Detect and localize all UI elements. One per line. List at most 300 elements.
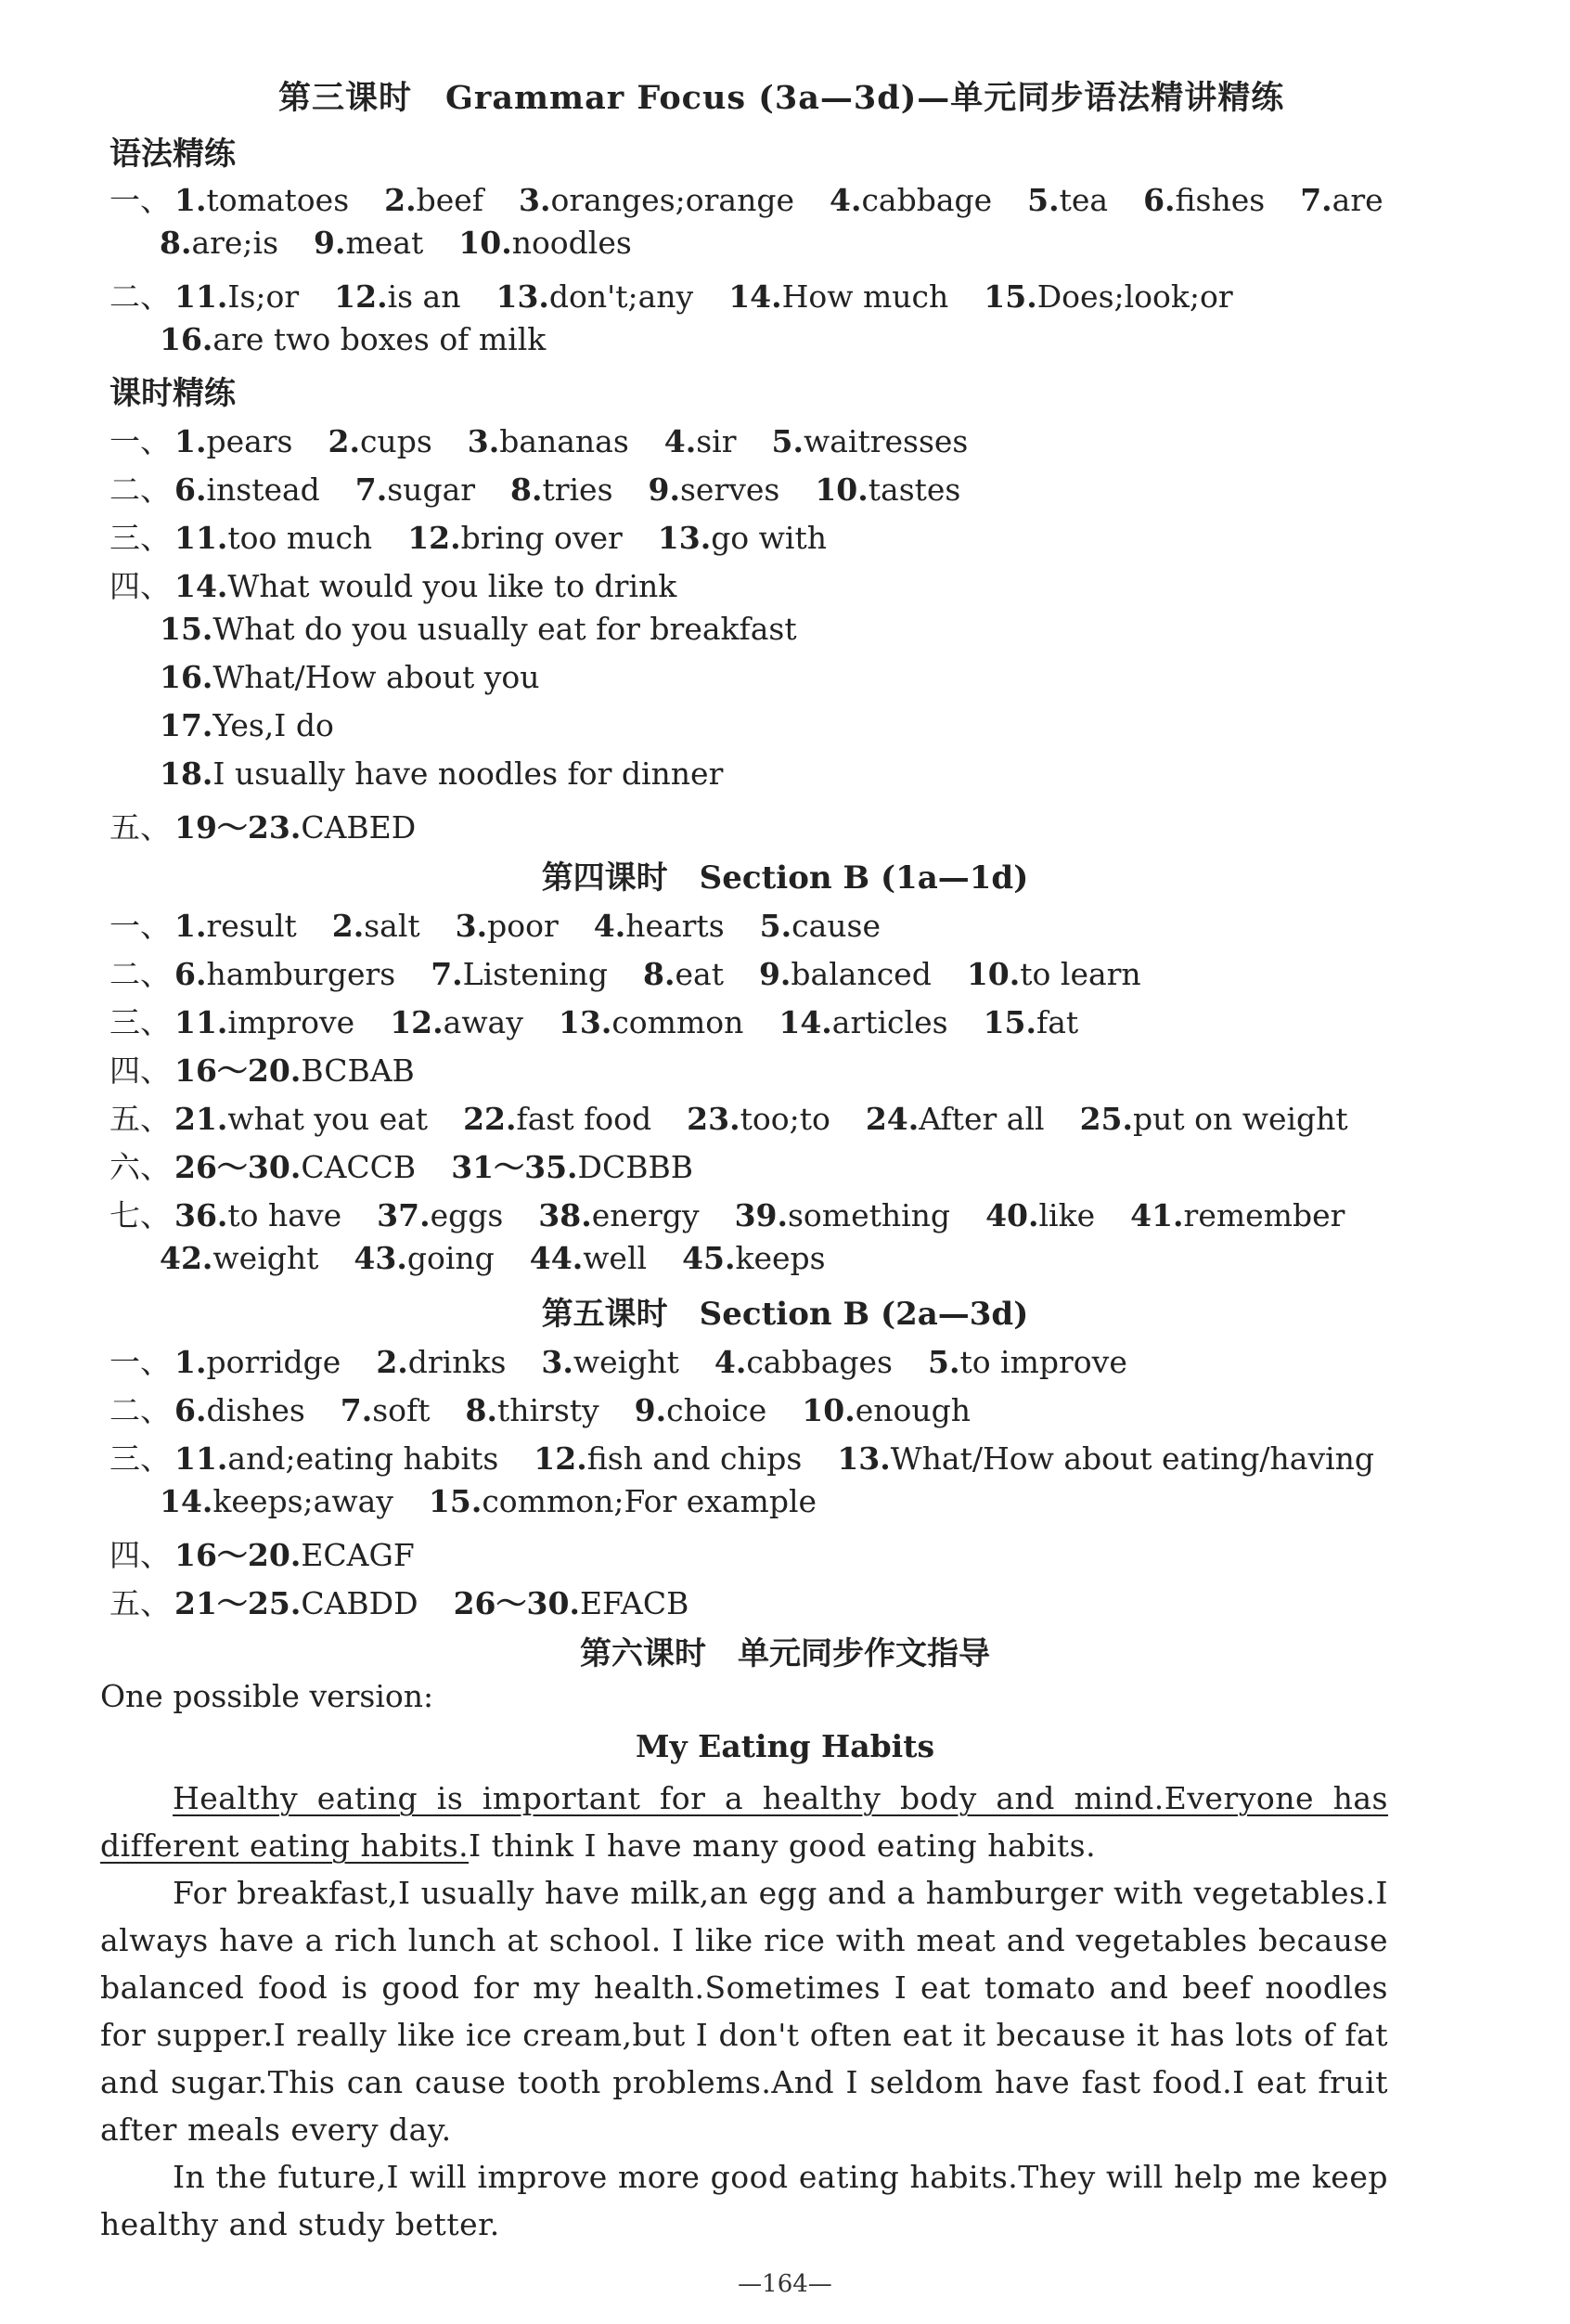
answer-number: 6. (174, 1392, 207, 1428)
answer-number: 7. (431, 956, 463, 992)
answer-text: dishes (206, 1392, 305, 1428)
answer-item (458, 225, 632, 261)
answer-item (390, 1004, 523, 1040)
answer-line (160, 611, 1403, 647)
answer-line (109, 466, 1403, 510)
answer-line (109, 1387, 1403, 1430)
answer-number: 2. (328, 423, 360, 459)
answer-line (160, 1483, 1403, 1519)
answer-item (174, 423, 293, 459)
answer-text: don't;any (548, 278, 694, 315)
answer-text: pears (206, 423, 293, 459)
section-numeral: 六、 (109, 1149, 171, 1185)
answer-number: 14. (779, 1004, 832, 1040)
answer-number: 8. (160, 225, 192, 261)
page-number: —164— (738, 2270, 832, 2298)
answer-item (772, 423, 969, 459)
answer-item (496, 278, 694, 315)
answer-number: 1. (174, 423, 207, 459)
answer-number: 24. (865, 1101, 920, 1137)
answer-number: 13. (837, 1440, 891, 1477)
answer-item (454, 1580, 689, 1623)
answer-number: 4. (593, 908, 626, 944)
answer-item (759, 956, 932, 992)
answer-text: porridge (206, 1344, 341, 1380)
answer-line (109, 950, 1403, 994)
answer-number: 13. (495, 278, 549, 315)
answer-text: enough (855, 1392, 972, 1428)
answer-text: How much (781, 278, 949, 315)
answer-item (160, 1240, 318, 1276)
answer-text: What would you like to drink (227, 568, 677, 604)
answer-item (174, 278, 299, 315)
section-numeral: 四、 (109, 1052, 171, 1089)
answer-text: and;eating habits (227, 1440, 499, 1477)
answer-item (160, 659, 539, 695)
answer-text: cabbages (746, 1344, 893, 1380)
answer-text: away (443, 1004, 523, 1040)
answer-number: 15. (984, 278, 1037, 315)
answer-line (160, 755, 1403, 792)
answer-item (174, 1580, 418, 1623)
essay-title: My Eating Habits (635, 1728, 935, 1764)
answer-line (160, 1240, 1403, 1276)
answer-item (332, 908, 420, 944)
answer-number: 14. (160, 1483, 213, 1519)
answer-item (384, 182, 483, 218)
answer-text: Does;look;or (1036, 278, 1233, 315)
answer-item (559, 1004, 743, 1040)
answer-number: 3. (467, 423, 500, 459)
answer-number: 15. (983, 1004, 1036, 1040)
answer-item (174, 568, 676, 604)
answer-text: cabbage (861, 182, 993, 218)
answer-item (658, 520, 827, 556)
answer-number: 12. (534, 1440, 587, 1477)
answer-item (735, 1197, 951, 1233)
answer-item (1027, 182, 1108, 218)
answer-item (160, 1483, 393, 1519)
answer-item (354, 1240, 494, 1276)
answer-number: 3. (519, 182, 551, 218)
essay-paragraph-1-rest: I think I have many good eating habits. (469, 1827, 1097, 1864)
answer-number: 16～20. (174, 1537, 302, 1573)
answer-item (174, 1047, 415, 1091)
answer-item (984, 278, 1232, 315)
essay-paragraph-2: For breakfast,I usually have milk,an egg and a hamburger with vegetables.I always have a rich lunch at school. I like rice with meat and vegetables because balanced food is good for my health.Sometimes I eat tomato and beef noodles for supper.I really like ice cream,but I don't often eat it because it has lots of fat and sugar.This can cause tooth problems.And I seldom have fast food.I eat fruit after meals every day. (100, 1875, 1388, 2148)
answer-line (109, 1047, 1403, 1091)
answer-number: 12. (390, 1004, 444, 1040)
answer-number: 21～25. (174, 1585, 302, 1621)
answer-number: 31～35. (451, 1149, 578, 1185)
answer-item (160, 225, 278, 261)
section-numeral: 一、 (109, 423, 171, 459)
answer-item (594, 908, 725, 944)
answer-text: beef (416, 182, 484, 218)
answer-text: tea (1059, 182, 1109, 218)
answer-item (174, 1440, 498, 1477)
lesson-practice-heading: 课时精练 (109, 375, 236, 412)
answer-item (635, 1392, 767, 1428)
answer-number: 25. (1079, 1101, 1133, 1137)
answer-text: common (611, 1004, 744, 1040)
section-numeral: 三、 (109, 1004, 171, 1040)
answer-number: 10. (802, 1392, 856, 1428)
answer-item (866, 1101, 1045, 1137)
section-numeral: 一、 (109, 182, 171, 218)
answer-number: 44. (529, 1240, 584, 1276)
answer-text: serves (679, 471, 780, 508)
answer-number: 19～23. (174, 809, 302, 846)
answer-item (530, 1240, 647, 1276)
answer-number: 2. (331, 908, 365, 944)
answer-item (643, 956, 724, 992)
answer-number: 12. (334, 278, 388, 315)
essay-paragraph-1 (100, 1775, 1388, 1869)
answer-number: 11. (174, 520, 228, 556)
answer-item (830, 182, 992, 218)
answer-line (109, 176, 1403, 220)
answer-number: 14. (174, 568, 228, 604)
answer-line (109, 1580, 1403, 1623)
lesson3-title: 第三课时 Grammar Focus (3a—3d)—单元同步语法精讲精练 (278, 79, 1285, 117)
answer-text: are;is (191, 225, 279, 261)
answer-text: Listening (462, 956, 609, 992)
answer-line (109, 418, 1403, 461)
answer-text: keeps (735, 1240, 826, 1276)
answer-text: What/How about you (212, 659, 540, 695)
answer-item (377, 1197, 503, 1233)
answer-text: sugar (387, 471, 476, 508)
answer-number: 3. (541, 1344, 573, 1380)
answer-item (160, 755, 723, 792)
answer-number: 4. (714, 1344, 747, 1380)
answer-item (463, 1101, 651, 1137)
answer-item (519, 182, 794, 218)
answer-text: CACCB (301, 1149, 417, 1185)
answer-text: are two boxes of milk (212, 321, 547, 357)
answer-text: is an (387, 278, 461, 315)
answer-text: to improve (959, 1344, 1127, 1380)
answer-text: energy (591, 1197, 700, 1233)
answer-number: 6. (1143, 182, 1176, 218)
answer-item (1080, 1101, 1348, 1137)
answer-item (1143, 182, 1265, 218)
section-numeral: 三、 (109, 520, 171, 556)
answer-item (541, 1344, 678, 1380)
answer-item (984, 1004, 1079, 1040)
answer-item (466, 1392, 599, 1428)
answer-item (314, 225, 423, 261)
answer-text: EFACB (579, 1585, 689, 1621)
answer-item (510, 471, 613, 508)
answer-line (109, 1192, 1403, 1235)
answer-number: 8. (465, 1392, 497, 1428)
answer-number: 13. (558, 1004, 612, 1040)
answer-number: 16. (160, 321, 213, 357)
answer-item (334, 278, 460, 315)
answer-text: Is;or (227, 278, 300, 315)
answer-item (687, 1101, 830, 1137)
answer-number: 16～20. (174, 1052, 302, 1089)
section-numeral: 一、 (109, 1344, 171, 1380)
answer-number: 42. (160, 1240, 213, 1276)
answer-text: fish and chips (586, 1440, 803, 1477)
answer-text: Yes,I do (212, 707, 334, 743)
answer-text: CABDD (301, 1585, 418, 1621)
section-numeral: 二、 (109, 278, 171, 315)
answer-line (109, 514, 1403, 558)
answer-number: 7. (340, 1392, 373, 1428)
answer-line (109, 273, 1403, 316)
answer-text: hamburgers (206, 956, 396, 992)
answer-number: 5. (1027, 182, 1060, 218)
answer-text: to learn (1020, 956, 1141, 992)
answer-number: 11. (174, 278, 228, 315)
section-numeral: 二、 (109, 1392, 171, 1428)
answer-number: 9. (634, 1392, 667, 1428)
answer-item (967, 956, 1141, 992)
lesson6-title: 第六课时 单元同步作文指导 (580, 1635, 990, 1672)
answer-text: weight (573, 1344, 679, 1380)
answer-number: 22. (463, 1101, 517, 1137)
answer-line (109, 1143, 1403, 1187)
lesson5-title: 第五课时 Section B (2a—3d) (541, 1296, 1029, 1333)
lesson4-title: 第四课时 Section B (1a—1d) (541, 859, 1029, 897)
answer-item (174, 1531, 415, 1575)
answer-number: 17. (160, 707, 213, 743)
answer-text: too;to (740, 1101, 830, 1137)
answer-number: 9. (314, 225, 346, 261)
answer-number: 9. (758, 956, 791, 992)
essay-intro: One possible version: (100, 1678, 434, 1714)
answer-text: balanced (791, 956, 932, 992)
answer-number: 6. (174, 471, 207, 508)
answer-number: 45. (682, 1240, 736, 1276)
answer-text: I usually have noodles for dinner (212, 755, 724, 792)
section-numeral: 一、 (109, 908, 171, 944)
answer-item (160, 611, 797, 647)
answer-item (538, 1197, 699, 1233)
answer-item (431, 956, 608, 992)
answer-text: tastes (868, 471, 961, 508)
answer-item (174, 1197, 341, 1233)
answer-number: 23. (687, 1101, 740, 1137)
answer-item (451, 1143, 693, 1187)
answer-number: 3. (455, 908, 488, 944)
answer-item (928, 1344, 1127, 1380)
answer-text: tomatoes (206, 182, 350, 218)
answer-number: 7. (354, 471, 388, 508)
answer-item (174, 1392, 305, 1428)
answer-number: 38. (538, 1197, 592, 1233)
answer-number: 16. (160, 659, 213, 695)
answer-text: what you eat (227, 1101, 429, 1137)
answer-line (109, 1338, 1403, 1382)
answer-line (109, 562, 1403, 606)
answer-line (160, 321, 1403, 357)
answer-line (109, 999, 1403, 1042)
answer-line (160, 707, 1403, 743)
answer-number: 9. (648, 471, 680, 508)
answer-text: keeps;away (212, 1483, 393, 1519)
answer-text: cups (359, 423, 432, 459)
answer-number: 10. (458, 225, 512, 261)
answer-number: 1. (174, 182, 207, 218)
answer-line (109, 1095, 1403, 1139)
answer-item (456, 908, 559, 944)
answer-text: eat (675, 956, 724, 992)
answer-text: too much (227, 520, 373, 556)
section-numeral: 五、 (109, 809, 171, 846)
answer-number: 4. (829, 182, 862, 218)
answer-item (174, 804, 416, 847)
answer-text: thirsty (496, 1392, 599, 1428)
answer-number: 21. (174, 1101, 228, 1137)
answer-text: weight (212, 1240, 319, 1276)
answer-item (468, 423, 629, 459)
answer-text: What/How about eating/having (890, 1440, 1375, 1477)
answer-text: are (1332, 182, 1383, 218)
answer-number: 13. (657, 520, 712, 556)
answer-text: going (406, 1240, 495, 1276)
answer-text: After all (919, 1101, 1045, 1137)
answer-number: 4. (663, 423, 697, 459)
section-numeral: 二、 (109, 471, 171, 508)
answer-number: 39. (734, 1197, 788, 1233)
answer-number: 41. (1130, 1197, 1184, 1233)
answer-item (649, 471, 780, 508)
answer-item (802, 1392, 971, 1428)
answer-item (174, 956, 395, 992)
answer-line (109, 1531, 1403, 1575)
section-numeral: 四、 (109, 1537, 171, 1573)
answer-text: choice (666, 1392, 767, 1428)
answer-line (109, 902, 1403, 946)
answer-text: oranges;orange (550, 182, 794, 218)
answer-number: 14. (728, 278, 782, 315)
answer-number: 10. (966, 956, 1021, 992)
answer-text: like (1038, 1197, 1096, 1233)
answer-text: result (206, 908, 297, 944)
answer-text: articles (831, 1004, 948, 1040)
answer-number: 15. (160, 611, 213, 647)
answer-text: BCBAB (301, 1052, 415, 1089)
answer-number: 7. (1300, 182, 1332, 218)
answer-item (407, 520, 623, 556)
answer-number: 12. (407, 520, 461, 556)
essay-paragraph-3: In the future,I will improve more good eating habits.They will help me keep healthy and study better. (100, 2159, 1388, 2242)
answer-text: cause (791, 908, 881, 944)
answer-item (728, 278, 948, 315)
section-numeral: 七、 (109, 1197, 171, 1233)
answer-number: 36. (174, 1197, 228, 1233)
answer-item (429, 1483, 817, 1519)
answer-text: fast food (516, 1101, 652, 1137)
answer-text: poor (487, 908, 559, 944)
answer-line (109, 1435, 1403, 1478)
answer-number: 37. (377, 1197, 431, 1233)
answer-number: 2. (384, 182, 417, 218)
answer-item (1300, 182, 1383, 218)
answer-item (174, 1344, 341, 1380)
answer-item (534, 1440, 802, 1477)
answer-text: improve (227, 1004, 355, 1040)
answer-item (341, 1392, 431, 1428)
answer-number: 6. (174, 956, 207, 992)
answer-item (174, 1143, 416, 1187)
answer-number: 26～30. (453, 1585, 580, 1621)
answer-line (160, 225, 1403, 261)
answer-number: 8. (643, 956, 676, 992)
section-numeral: 五、 (109, 1101, 171, 1137)
answer-number: 5. (771, 423, 804, 459)
answer-item (160, 321, 546, 357)
answer-number: 18. (160, 755, 213, 792)
answer-number: 1. (174, 1344, 207, 1380)
answer-text: instead (206, 471, 320, 508)
answer-item (1130, 1197, 1345, 1233)
answer-line (109, 804, 1403, 847)
section-numeral: 二、 (109, 956, 171, 992)
section-numeral: 五、 (109, 1585, 171, 1621)
answer-text: CABED (301, 809, 417, 846)
answer-text: drinks (407, 1344, 507, 1380)
answer-text: hearts (625, 908, 725, 944)
answer-text: eggs (430, 1197, 504, 1233)
answer-item (985, 1197, 1095, 1233)
answer-text: bananas (499, 423, 629, 459)
answer-item (174, 908, 297, 944)
answer-text: something (787, 1197, 951, 1233)
answer-number: 43. (354, 1240, 407, 1276)
answer-text: common;For example (482, 1483, 817, 1519)
answer-item (664, 423, 737, 459)
answer-item (815, 471, 960, 508)
answer-number: 5. (927, 1344, 960, 1380)
answer-number: 8. (510, 471, 543, 508)
answer-number: 2. (376, 1344, 408, 1380)
answer-number: 11. (174, 1440, 228, 1477)
answer-text: to have (227, 1197, 342, 1233)
answer-number: 15. (428, 1483, 483, 1519)
grammar-practice-heading: 语法精练 (109, 136, 236, 173)
answer-text: noodles (511, 225, 632, 261)
answer-number: 26～30. (174, 1149, 302, 1185)
answer-number: 1. (174, 908, 207, 944)
section-numeral: 三、 (109, 1440, 171, 1477)
answer-number: 11. (174, 1004, 228, 1040)
answer-item (174, 1101, 428, 1137)
essay-topic-sentence: Healthy eating is important for a healthy body and mind.Everyone has different eating habits. (100, 1780, 1388, 1864)
answer-item (174, 471, 320, 508)
answer-number: 5. (759, 908, 792, 944)
answer-text: ECAGF (301, 1537, 415, 1573)
answer-item (760, 908, 881, 944)
answer-text: bring over (460, 520, 623, 556)
answer-text: waitresses (803, 423, 969, 459)
answer-item (174, 1004, 354, 1040)
answer-text: meat (345, 225, 424, 261)
answer-text: DCBBB (577, 1149, 693, 1185)
answer-item (837, 1440, 1374, 1477)
answer-text: fat (1036, 1004, 1079, 1040)
answer-text: sir (696, 423, 737, 459)
answer-item (174, 520, 372, 556)
answer-text: soft (372, 1392, 431, 1428)
answer-text: remember (1183, 1197, 1345, 1233)
answer-number: 10. (815, 471, 869, 508)
